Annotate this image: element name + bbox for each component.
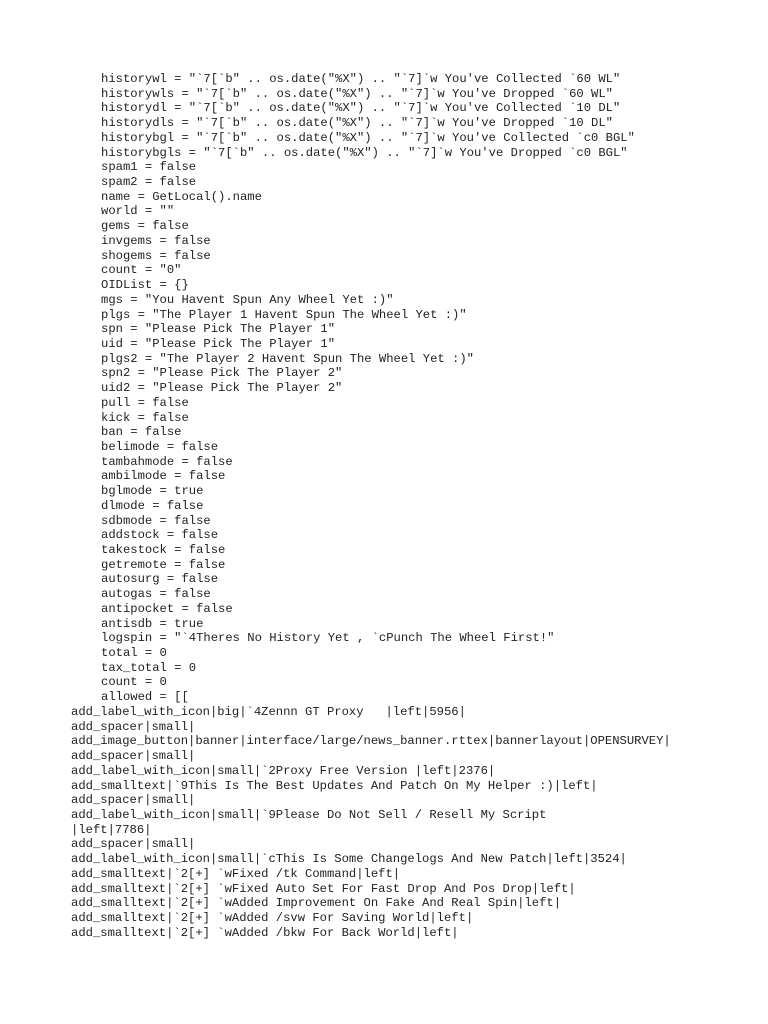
code-line: add_spacer|small| (71, 837, 196, 852)
code-line: spam2 = false (101, 175, 197, 190)
code-line: count = 0 (101, 675, 167, 690)
code-line: add_spacer|small| (71, 719, 196, 734)
code-line: belimode = false (101, 439, 219, 454)
code-line: uid = "Please Pick The Player 1" (101, 336, 336, 351)
code-line: ambilmode = false (101, 469, 226, 484)
code-line: historydls = "`7[`b" .. os.date("%X") .. "`7]`w You've Dropped `10 DL" (101, 116, 613, 131)
code-line: add_smalltext|`2[+] `wAdded /bkw For Back World|left| (71, 925, 459, 940)
code-line: add_smalltext|`2[+] `wAdded /svw For Saving World|left| (71, 910, 474, 925)
code-line: historywls = "`7[`b" .. os.date("%X") .. "`7]`w You've Dropped `60 WL" (101, 86, 613, 101)
code-line: antipocket = false (101, 601, 233, 616)
code-line: plgs2 = "The Player 2 Havent Spun The Wheel Yet :)" (101, 351, 474, 366)
code-line: logspin = "`4Theres No History Yet , `cPunch The Wheel First!" (101, 631, 555, 646)
code-line: allowed = [[ (101, 690, 189, 705)
code-line: add_spacer|small| (71, 793, 196, 808)
code-line: bglmode = true (101, 484, 204, 499)
code-line: add_smalltext|`2[+] `wFixed Auto Set For Fast Drop And Pos Drop|left| (71, 881, 576, 896)
code-line: add_label_with_icon|small|`2Proxy Free Version |left|2376| (71, 763, 496, 778)
code-line: addstock = false (101, 528, 219, 543)
code-line: world = "" (101, 204, 175, 219)
code-line: invgems = false (101, 233, 211, 248)
code-line: spn2 = "Please Pick The Player 2" (101, 366, 343, 381)
code-line: name = GetLocal().name (101, 189, 262, 204)
code-line: count = "0" (101, 263, 182, 278)
code-line: |left|7786| (71, 822, 152, 837)
code-line: dlmode = false (101, 498, 204, 513)
code-line: sdbmode = false (101, 513, 211, 528)
code-line: antisdb = true (101, 616, 204, 631)
code-line: shogems = false (101, 248, 211, 263)
code-line: historybgl = "`7[`b" .. os.date("%X") .. "`7]`w You've Collected `c0 BGL" (101, 130, 635, 145)
code-line: tambahmode = false (101, 454, 233, 469)
code-line: getremote = false (101, 557, 226, 572)
code-line: gems = false (101, 219, 189, 234)
code-line: add_label_with_icon|small|`9Please Do Not Sell / Resell My Script (71, 807, 547, 822)
code-block (71, 72, 671, 940)
code-line: autosurg = false (101, 572, 219, 587)
code-line: OIDList = {} (101, 278, 189, 293)
code-line: spam1 = false (101, 160, 197, 175)
code-line: takestock = false (101, 543, 226, 557)
code-line: spn = "Please Pick The Player 1" (101, 322, 336, 337)
code-line: add_spacer|small| (71, 749, 196, 764)
code-line: add_label_with_icon|big|`4Zennn GT Proxy |left|5956| (71, 704, 466, 719)
code-line: tax_total = 0 (101, 660, 197, 675)
code-line: autogas = false (101, 587, 211, 602)
code-line: mgs = "You Havent Spun Any Wheel Yet :)" (101, 292, 394, 307)
code-line: add_label_with_icon|small|`cThis Is Some Changelogs And New Patch|left|3524| (71, 852, 627, 867)
code-line: pull = false (101, 395, 189, 410)
code-line: add_image_button|banner|interface/large/news_banner.rttex|bannerlayout|OPENSURVEY| (71, 734, 671, 749)
code-line: kick = false (101, 410, 189, 425)
code-line: historywl = "`7[`b" .. os.date("%X") .. "`7]`w You've Collected `60 WL" (101, 72, 621, 86)
code-line: ban = false (101, 425, 182, 440)
code-line: historybgls = "`7[`b" .. os.date("%X") .. "`7]`w You've Dropped `c0 BGL" (101, 145, 628, 160)
code-line: add_smalltext|`2[+] `wAdded Improvement On Fake And Real Spin|left| (71, 896, 562, 911)
code-line: uid2 = "Please Pick The Player 2" (101, 381, 343, 396)
code-line: historydl = "`7[`b" .. os.date("%X") .. "`7]`w You've Collected `10 DL" (101, 101, 621, 116)
code-line: add_smalltext|`2[+] `wFixed /tk Command|left| (71, 866, 401, 881)
code-line: total = 0 (101, 646, 167, 661)
code-line: add_smalltext|`9This Is The Best Updates And Patch On My Helper :)|left| (71, 778, 598, 793)
code-line: plgs = "The Player 1 Havent Spun The Wheel Yet :)" (101, 307, 467, 322)
